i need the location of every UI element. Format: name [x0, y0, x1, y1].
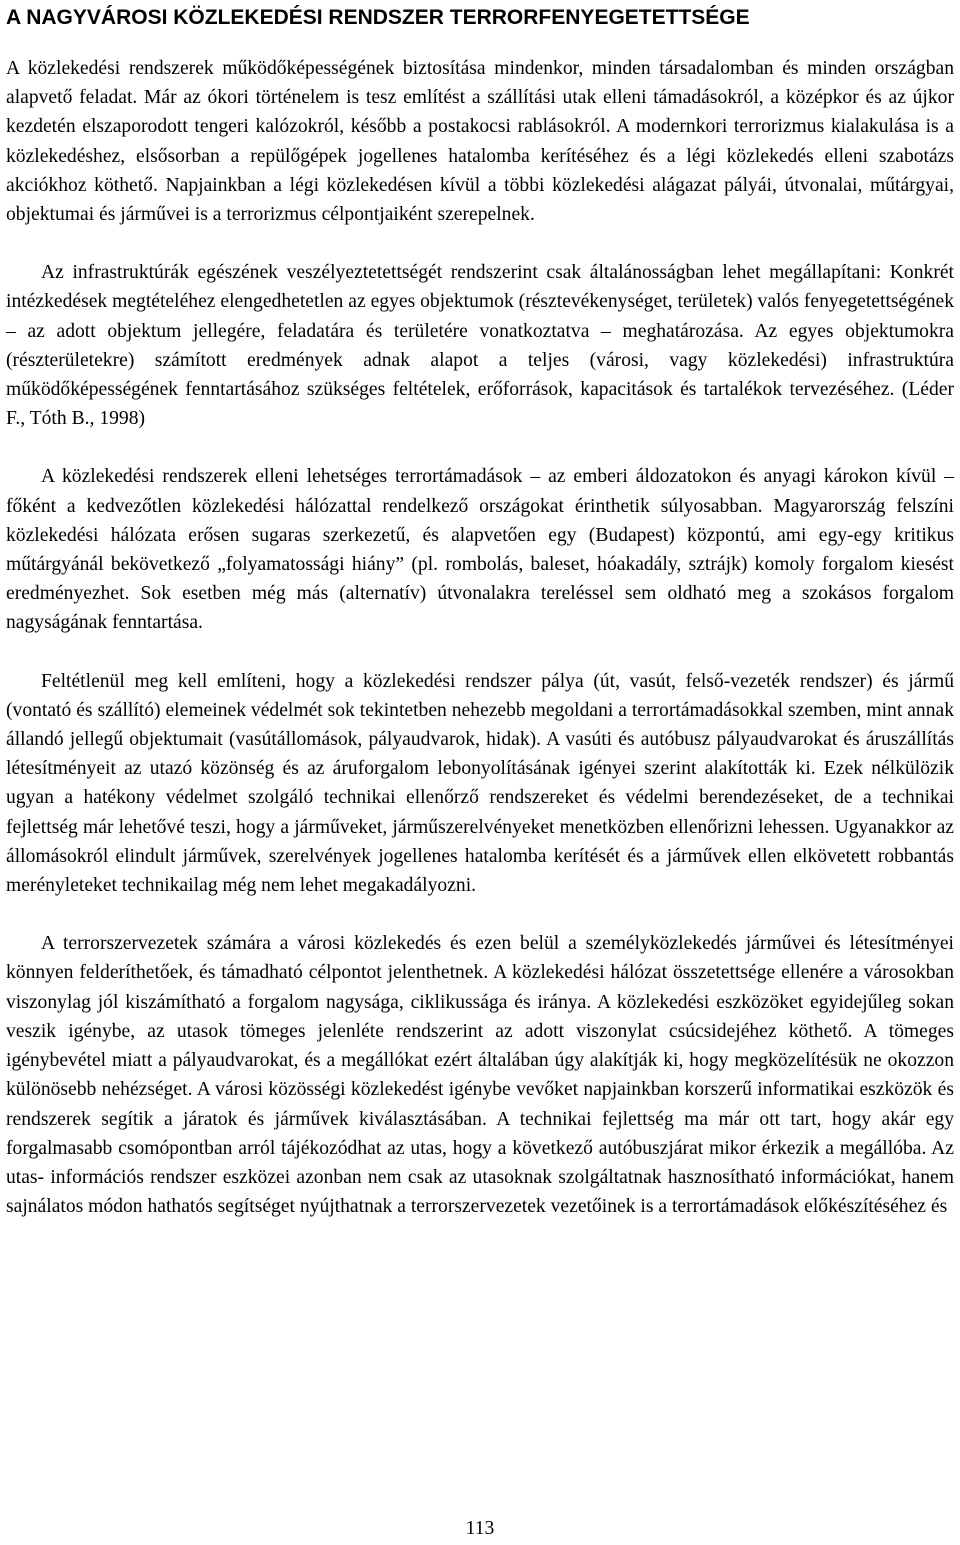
paragraph-5: A terrorszervezetek számára a városi közlekedés és ezen belül a személyközlekedés járművei és létesítményei könnyen felderíthetőek, és támadható célpontot jelenthetnek. A közlekedési hálózat összetettsége ellenére a városokban viszonylag jól kiszámítható a forgalom nagysága, ciklikussága és iránya. A közlekedési eszközöket egyidejűleg sokan veszik igénybe, az utasok tömeges jelenléte rendszerint az adott viszonylat csúcsidejéhez köthető. A tömeges igénybevétel miatt a pályaudvarokat, és a megállókat ezért általában úgy alakítják ki, hogy megközelítésük ne okozzon különösebb nehézséget. A városi közösségi közlekedést igénybe vevőket napjainkban korszerű informatikai eszközök és rendszerek segítik a járatok és járművek kiválasztásában. A technikai fejlettség ma már ott tart, hogy akár egy forgalmasabb csomópontban arról tájékozódhat az utas, hogy a következő autóbuszjárat mikor érkezik a megállóba. Az utas- információs rendszer eszközei azonban nem csak az utasoknak szolgáltatnak hasznosítható információkat, hanem sajnálatos módon hathatós segítséget nyújthatnak a terrorszervezetek vezetőinek is a terrortámadások előkészítéséhez és	[6, 933, 954, 1218]
paragraph-4: Feltétlenül meg kell említeni, hogy a közlekedési rendszer pálya (út, vasút, felső-vezeték rendszer) és jármű (vontató és szállító) elemeinek védelmét sok tekintetben nehezebb megoldani a terrortámadásokkal szemben, mint annak állandó jellegű objektumait (vasútállomások, pályaudvarok, hidak). A vasúti és autóbusz pályaudvarokat és áruszállítás létesítményeit az utazó közönség és az áruforgalom lebonyolításának igényei szerint alakították ki. Ezek nélkülözik ugyan a hatékony védelmet szolgáló technikai ellenőrző rendszereket és védelmi berendezéseket, de a technikai fejlettség már lehetővé teszi, hogy a járműveket, járműszerelvényeket menetközben ellenőrizni lehessen. Ugyanakkor az állomásokról elindult járművek, szerelvények jogellenes hatalomba kerítését és a járművek ellen elkövetett robbantás merényleteket technikailag még nem lehet megakadályozni.	[6, 670, 954, 897]
paragraph-1: A közlekedési rendszerek működőképességének biztosítása mindenkor, minden társadalomban és minden országban alapvető feladat. Már az ókori történelem is tesz említést a szállítási utak elleni támadásokról, a középkor és az újkor kezdetén elszaporodott tengeri kalózokról, később a postakocsi rablásokról. A modernkori terrorizmus kialakulása is a közlekedéshez, elsősorban a repülőgépek jogellenes hatalomba kerítéséhez és a légi közlekedés elleni szabotázs akciókhoz köthető. Napjainkban a légi közlekedésen kívül a többi közlekedési alágazat pályái, útvonalai, műtárgyai, objektumai és járművei is a terrorizmus célpontjaiként szerepelnek.	[6, 58, 954, 226]
paragraph-3: A közlekedési rendszerek elleni lehetséges terrortámadások – az emberi áldozatokon és anyagi károkon kívül – főként a kedvezőtlen közlekedési hálózattal rendelkező országokat érinthetik súlyosabban. Magyarország felszíni közlekedési hálózata erősen sugaras szerkezetű, és alapvetően egy (Budapest) központú, ami egy-egy kritikus műtárgyánál bekövetkező „folyamatossági hiány” (pl. rombolás, baleset, hóakadály, sztrájk) komoly forgalom kiesést eredményezhet. Sok esetben még más (alternatív) útvonalakra tereléssel sem oldható meg a szokásos forgalom nagyságának fenntartása.	[6, 466, 954, 634]
paragraph-2: Az infrastruktúrák egészének veszélyeztetettségét rendszerint csak általánosságban lehet megállapítani: Konkrét intézkedések megtételéhez elengedhetetlen az egyes objektumok (résztevékenységet, területek) valós fenyegetettségének – az adott objektum jellegére, feladatára és területére vonatkoztatva – meghatározása. Az egyes objektumokra (részterületekre) számított eredmények adnak alapot a teljes (városi, vagy közlekedési) infrastruktúra működőképességének fenntartásához szükséges feltételek, erőforrások, kapacitások és tartalékok tervezéséhez. (Léder F., Tóth B., 1998)	[6, 262, 954, 430]
document-page	[6, 0, 954, 1221]
document-title: A NAGYVÁROSI KÖZLEKEDÉSI RENDSZER TERRORFENYEGETETTSÉGE	[6, 6, 750, 29]
page-number: 113	[465, 1518, 495, 1539]
